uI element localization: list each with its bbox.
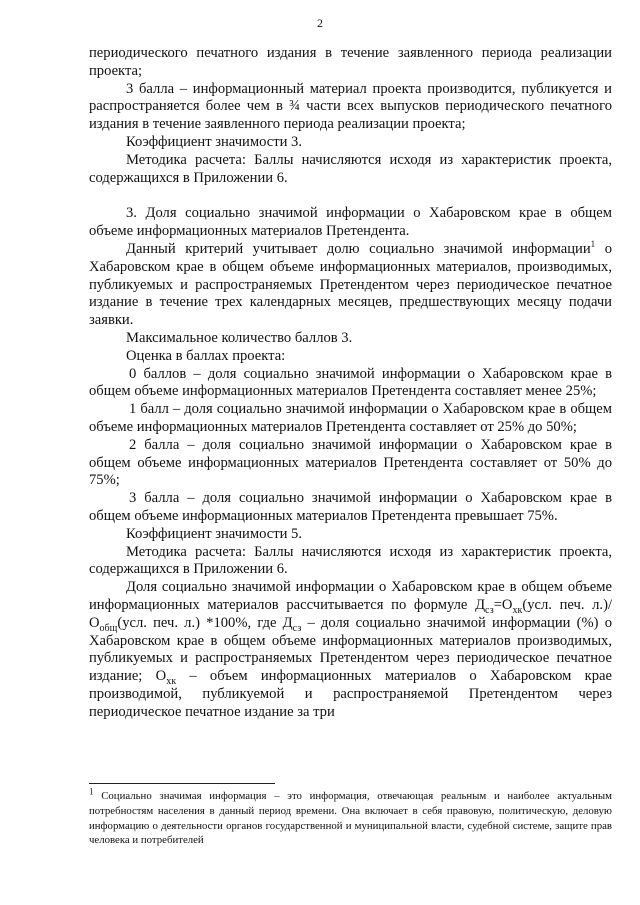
paragraph-text: =О [493,596,513,613]
paragraph: Оценка в баллах проекта: [126,347,286,364]
paragraph-text: – доля социально значимой информации (%) о Хабаровском крае в общем объеме информационных материалов производимых, публикуемых и распространяемых Претендентом через периодическое печатное издание; О [89,614,613,685]
footnote [89,786,612,848]
paragraph-text: (усл. печ. л.)/О [89,596,612,631]
section-heading: 3. Доля социально значимой информации о Хабаровском крае в общем объеме информационных материалов Претендента. [89,205,612,240]
formula-subscript: хк [512,604,523,616]
formula-subscript: сз [292,622,302,634]
paragraph: Коэффициент значимости 3. [126,133,303,150]
paragraph-text: (усл. печ. л.) *100%, где Д [117,614,293,631]
footnote-mark: 1 [89,786,94,797]
page-number: 2 [317,16,323,30]
paragraph-text: Доля социально значимой информации о Хабаровском крае в общем объеме информационных материалов рассчитывается по формуле Д [89,579,612,613]
paragraph-text: Данный критерий учитывает долю социально значимой информации [126,240,591,257]
paragraph [89,241,612,330]
score-item: 1 балл – доля социально значимой информации о Хабаровском крае в общем объеме информационных материалов Претендента составляет от 25% до 50%; [89,401,612,435]
score-item: 0 баллов – доля социально значимой информации о Хабаровском крае в общем объеме информационных материалов Претендента составляет менее 25%; [89,365,612,400]
score-item: 2 балла – доля социально значимой информации о Хабаровском крае в общем объеме информационных материалов Претендента составляет от 50% до 75%; [89,436,612,489]
formula-subscript: хк [166,676,177,687]
paragraph: периодического печатного издания в течение заявленного периода реализации проекта; [89,45,612,79]
paragraph: Максимальное количество баллов 3. [126,329,353,346]
paragraph: 3 балла – информационный материал проекта производится, публикуется и распространяется более чем в ¾ части всех выпусков периодического печатного издания в течение заявленного периода реализации проекта; [89,80,612,133]
formula-subscript: сз [485,604,494,616]
paragraph: Методика расчета: Баллы начисляются исходя из характеристик проекта, содержащихся в Приложении 6. [89,543,612,578]
paragraph-text: – объем информационных материалов о Хабаровском крае производимой, публикуемой и распространяемой Претендентом через периодическое печатное издание за три [89,668,612,720]
paragraph: Коэффициент значимости 5. [126,525,303,542]
score-item: 3 балла – доля социально значимой информации о Хабаровском крае в общем объеме информационных материалов Претендента превышает 75%. [89,490,612,524]
document-body [89,45,612,721]
paragraph-text: о Хабаровском крае в общем объеме информационных материалов, производимых, публикуемых и распространяемых Претендентом через периодическое печатное издание в течение трех календарных месяцев, предшествующих месяцу подачи заявки. [89,240,612,329]
formula-paragraph [89,579,612,721]
footnote-text: Социально значимая информация – это информация, отвечающая реальным и наиболее актуальным потребностям населения в данный период времени. Она включает в себя правовую, политическую, деловую информацию о деятельности органов государственной и муниципальной власти, судебной системе, защите прав человека и потребителей [89,790,612,847]
formula-subscript: общ [99,622,118,634]
spacer [89,187,612,205]
footnote-reference: 1 [590,239,596,250]
paragraph: Методика расчета: Баллы начисляются исходя из характеристик проекта, содержащихся в Приложении 6. [89,151,612,186]
footnote-divider [89,783,275,784]
